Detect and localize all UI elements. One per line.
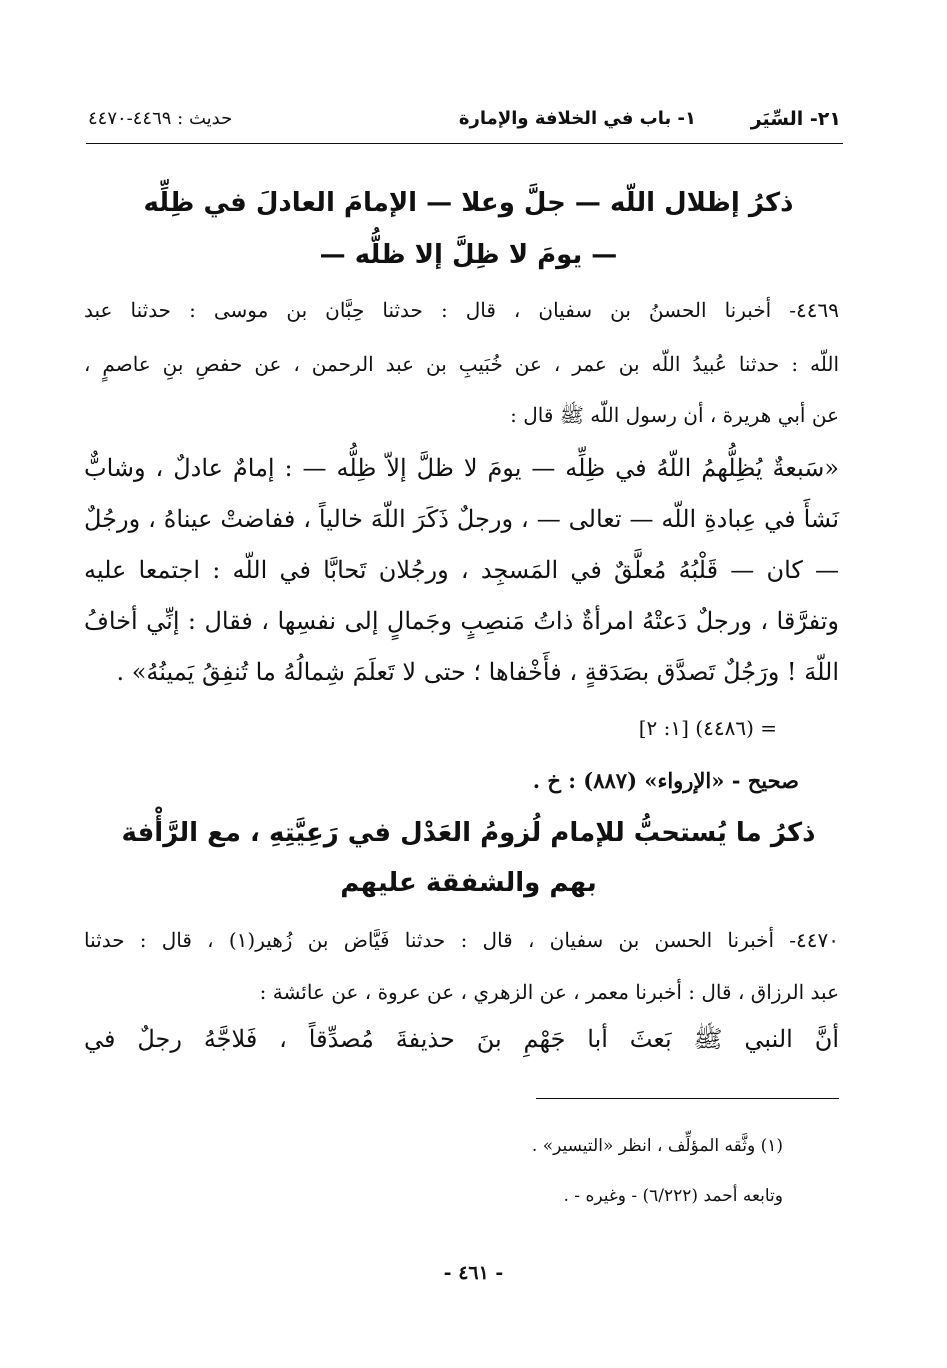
isnad-4469-line-3: عن أبي هريرة ، أن رسول اللّه ﷺ قال : [510, 403, 839, 427]
matn-4469-line-3: — كان — قَلْبُهُ مُعلَّقٌ في المَسجِد ، ورجُلان تَحابَّا في اللّه : اجتمعا عليه [84, 556, 839, 584]
hadith-range: حديث : ٤٤٦٩-٤٤٧٠ [88, 108, 233, 129]
page-number: - ٤٦١ - [443, 1262, 504, 1284]
section-heading-1-line-2: — يومَ لا ظِلَّ إلا ظلُّه — [319, 240, 618, 270]
book-title: ٢١- السِّيَر [750, 108, 841, 130]
isnad-4470-line-2: عبد الرزاق ، قال : أخبرنا معمر ، عن الزهري ، عن عروة ، عن عائشة : [259, 980, 839, 1004]
cross-reference: = (٤٤٨٦) [١: ٢] [638, 716, 777, 740]
header-rule [86, 143, 843, 144]
grading: صحيح - «الإرواء» (٨٨٧) : خ . [532, 768, 799, 793]
running-header [88, 108, 841, 142]
matn-4470-line-1: أنَّ النبي ﷺ بَعثَ أبا جَهْمِ بنَ حذيفةَ مُصدِّقاً ، فَلاجَّهُ رجلٌ في [84, 1025, 839, 1053]
isnad-4470-line-1: ٤٤٧٠- أخبرنا الحسن بن سفيان ، قال : حدثنا فَيَّاض بن زُهير(١) ، قال : حدثنا [84, 928, 840, 952]
isnad-4469-line-1: ٤٤٦٩- أخبرنا الحسنُ بن سفيان ، قال : حدثنا حِبَّان بن موسى : حدثنا عبد [84, 298, 839, 322]
isnad-4469-line-2: اللّه : حدثنا عُبيدُ اللّه بن عمر ، عن خُبَيبِ بن عبد الرحمن ، عن حفصِ بنِ عاصمٍ ، [84, 352, 839, 376]
matn-4469-line-4: وتفرَّقا ، ورجلٌ دَعتْهُ امرأةٌ ذاتُ مَنصِبٍ وجَمالٍ إلى نفسِها ، فقال : إنِّي أخافُ [84, 607, 839, 635]
chapter-title: ١- باب في الخلافة والإمارة [458, 108, 696, 129]
footnote-2: وتابعه أحمد (٦/٢٢٢) - وغيره - . [563, 1186, 783, 1206]
matn-4469-line-1: «سَبعةٌ يُظِلُّهمُ اللّهُ في ظِلِّه — يومَ لا ظلَّ إلاّ ظِلُّه — : إمامٌ عادلٌ ، وشابٌّ [84, 454, 839, 482]
matn-4469-line-5: اللّهَ ! ورَجُلٌ تَصدَّق بصَدَقةٍ ، فأَخْفاها ؛ حتى لا تَعلَمَ شِمالُهُ ما تُنفِقُ يَمينُهُ» . [116, 658, 839, 686]
matn-4469-line-2: نَشأَ في عِبادةِ اللّه — تعالى — ، ورجلٌ ذَكَرَ اللّهَ خالياً ، ففاضتْ عيناهُ ، ورجُلٌ [84, 505, 839, 533]
footnote-1: (١) وثَّقه المؤلِّف ، انظر «التيسير» . [531, 1136, 783, 1156]
section-heading-2-line-2: بهم والشفقة عليهم [340, 868, 597, 898]
section-heading-1-line-1: ذكرُ إظلال اللّه — جلَّ وعلا — الإمامَ العادلَ في ظِلِّه [143, 188, 794, 218]
section-heading-2-line-1: ذكرُ ما يُستحبُّ للإمام لُزومُ العَدْل في رَعِيَّتِهِ ، مع الرَّأْفة [121, 818, 816, 848]
footnote-rule [536, 1098, 839, 1099]
